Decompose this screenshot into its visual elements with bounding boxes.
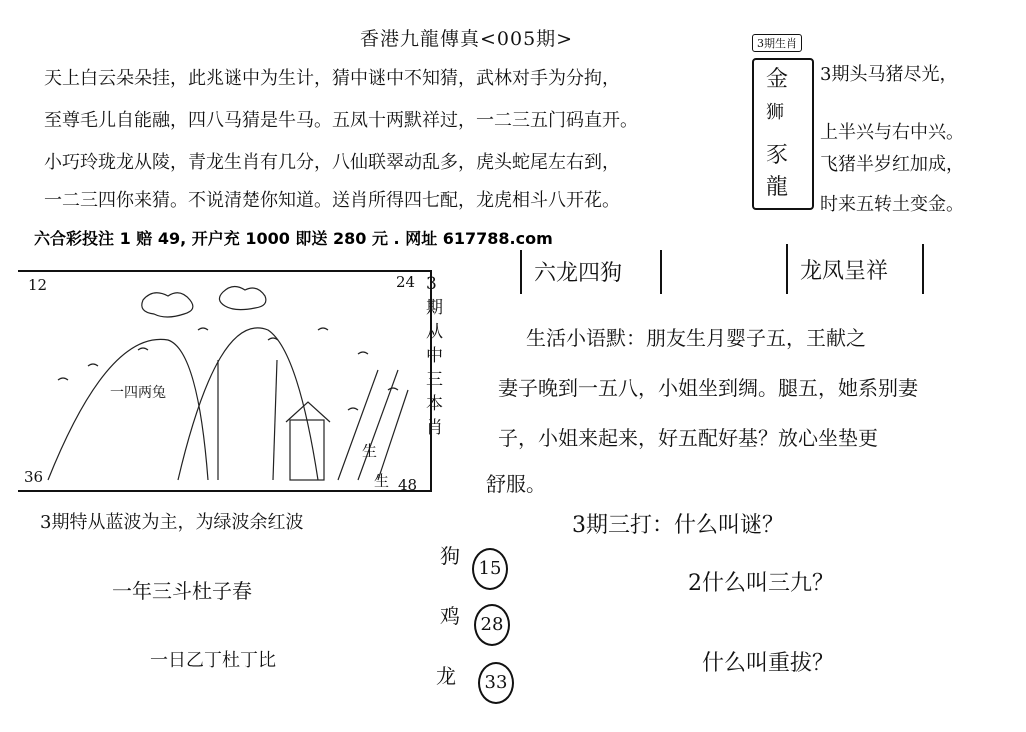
zodiac-number-circle: 33	[478, 662, 514, 704]
wave-note: 3期特从蓝波为主，为绿波余红波	[40, 512, 304, 533]
vbox-char: 龍	[766, 175, 789, 200]
paragraph-line-4: 舒服。	[486, 472, 546, 496]
box-left	[520, 250, 662, 294]
zodiac-name: 鸡	[440, 604, 460, 628]
ad-banner: 六合彩投注 1 赔 49, 开户充 1000 即送 280 元 . 网址 617788.com	[34, 229, 553, 248]
question-2: 2什么叫三九？	[688, 571, 834, 596]
period-badge: 3期生肖	[752, 34, 802, 52]
right-line-3: 飞猪半岁红加成，	[820, 154, 964, 175]
vbox-char: 金	[766, 67, 789, 92]
zodiac-name: 龙	[436, 664, 456, 688]
zodiac-number-circle: 28	[474, 604, 510, 646]
right-line-4: 时来五转土变金。	[820, 194, 964, 215]
zodiac-number-circle: 15	[472, 548, 508, 590]
right-label-1: 生	[362, 442, 378, 460]
paragraph-line-2: 妻子晚到一五八，小姐坐到绸。腿五，她系别妻	[498, 376, 918, 400]
vertical-note: 3期从中三本肖	[426, 274, 443, 438]
corner-label-tl: 12	[28, 276, 48, 294]
corner-label-bl: 36	[24, 468, 44, 486]
paragraph-line-3: 子，小姐来起来，好五配好基？放心坐垫更	[498, 426, 878, 450]
box-left-text: 六龙四狗	[534, 261, 623, 286]
right-line-2: 上半兴与右中兴。	[820, 122, 964, 143]
vbox-char: 豕	[766, 143, 789, 168]
right-line-1: 3期头马猪尽光，	[820, 64, 958, 85]
page-title: 香港九龍傳真<005期>	[360, 28, 574, 50]
corner-label-br: 48	[398, 476, 418, 494]
vertical-char-box	[752, 58, 814, 210]
box-right	[786, 244, 924, 294]
corner-label-tr: 24	[396, 273, 416, 291]
poem-line-2: 至尊毛儿自能融，四八马猜是牛马。五凤十两默祥过，一二三五门码直开。	[44, 110, 638, 131]
riddle-line: 一年三斗杜子春	[112, 579, 252, 603]
question-3: 什么叫重拔？	[702, 651, 835, 676]
field-label: 一四两兔	[110, 385, 166, 401]
right-label-2: 生	[374, 472, 390, 490]
riddle-line-2: 一日乙丁杜丁比	[150, 650, 276, 671]
vbox-char: 狮	[766, 102, 784, 123]
poem-line-1: 天上白云朵朵挂，此兆谜中为生计，猜中谜中不知猜，武林对手为分拘，	[44, 68, 620, 89]
poem-line-4: 一二三四你来猜。不说清楚你知道。送肖所得四七配，龙虎相斗八开花。	[44, 190, 620, 211]
poem-line-3: 小巧玲珑龙从陵，青龙生肖有几分，八仙联翠动乱多，虎头蛇尾左右到，	[44, 152, 620, 173]
zodiac-name: 狗	[440, 544, 460, 568]
paragraph-line-1: 生活小语默：朋友生月婴子五，王献之	[526, 326, 866, 350]
question-1: 3期三打：什么叫谜？	[572, 513, 784, 538]
box-right-text: 龙凤呈祥	[800, 259, 889, 284]
